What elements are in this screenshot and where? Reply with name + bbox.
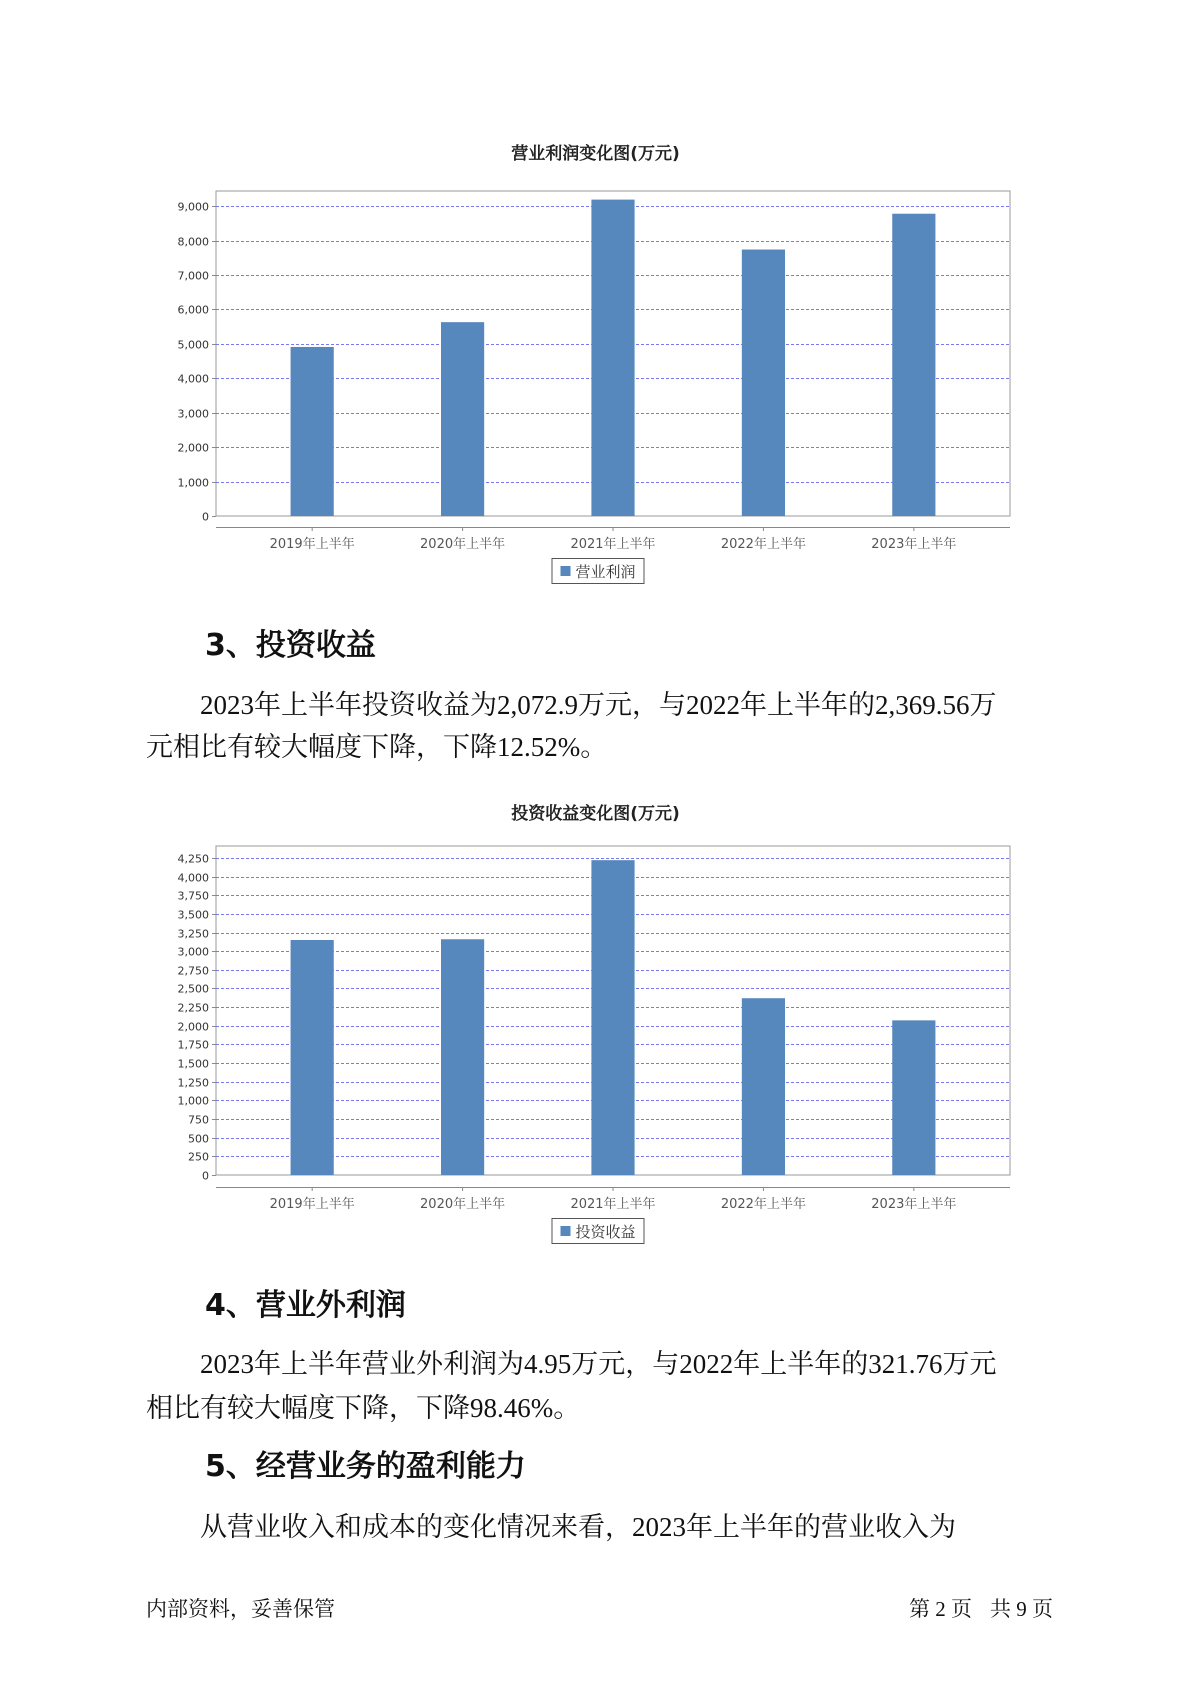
x-tick-label: 2019年上半年 <box>269 537 355 552</box>
bar <box>441 939 484 1175</box>
y-tick-label: 4,000 <box>177 372 209 386</box>
y-tick-label: 7,000 <box>177 269 209 283</box>
x-tick-label: 2020年上半年 <box>420 537 506 552</box>
y-tick-label: 2,000 <box>177 441 209 455</box>
y-tick-label: 9,000 <box>177 200 209 214</box>
paragraph-line: 2023年上半年营业外利润为4.95万元，与2022年上半年的321.76万元 <box>200 1349 997 1379</box>
y-tick-label: 3,250 <box>177 927 209 941</box>
paragraph-line: 2023年上半年投资收益为2,072.9万元，与2022年上半年的2,369.56万 <box>200 690 997 720</box>
y-tick-label: 1,750 <box>177 1038 209 1052</box>
paragraph-line: 相比有较大幅度下降，下降98.46%。 <box>146 1393 581 1423</box>
y-tick-label: 2,250 <box>177 1001 209 1015</box>
y-tick-label: 0 <box>202 510 209 524</box>
footer-page-info <box>909 1596 1053 1622</box>
y-tick-label: 6,000 <box>177 303 209 317</box>
bar <box>591 860 634 1175</box>
bar <box>892 1020 935 1175</box>
y-tick-label: 3,000 <box>177 407 209 421</box>
bar <box>892 214 935 516</box>
y-tick-label: 3,000 <box>177 945 209 959</box>
x-tick-label: 2021年上半年 <box>570 537 656 552</box>
page-total: 共 9 页 <box>990 1597 1053 1621</box>
bar <box>591 200 634 516</box>
bar <box>742 998 785 1175</box>
y-tick-label: 0 <box>202 1169 209 1183</box>
x-tick-label: 2023年上半年 <box>871 1197 957 1212</box>
section-heading: 4、营业外利润 <box>205 1288 406 1323</box>
operating-profit-bar-chart <box>140 180 1030 550</box>
chart-legend <box>551 558 644 584</box>
y-tick-label: 500 <box>188 1132 209 1146</box>
bar <box>742 250 785 516</box>
investment-income-bar-chart <box>140 835 1030 1210</box>
bar <box>291 940 334 1175</box>
legend-swatch <box>560 1226 570 1236</box>
y-tick-label: 2,500 <box>177 982 209 996</box>
x-tick-label: 2022年上半年 <box>720 1197 806 1212</box>
y-tick-label: 4,000 <box>177 871 209 885</box>
footer-confidential-note: 内部资料，妥善保管 <box>146 1597 335 1621</box>
legend-label: 营业利润 <box>575 562 636 581</box>
y-tick-label: 1,500 <box>177 1057 209 1071</box>
y-tick-label: 5,000 <box>177 338 209 352</box>
bar <box>441 322 484 516</box>
x-tick-label: 2022年上半年 <box>720 537 806 552</box>
x-tick-label: 2020年上半年 <box>420 1197 506 1212</box>
y-tick-label: 250 <box>188 1150 209 1164</box>
legend-swatch <box>560 566 570 576</box>
x-tick-label: 2021年上半年 <box>570 1197 656 1212</box>
chart-legend <box>551 1218 644 1244</box>
y-tick-label: 2,000 <box>177 1020 209 1034</box>
y-tick-label: 1,000 <box>177 1094 209 1108</box>
y-tick-label: 750 <box>188 1113 209 1127</box>
y-tick-label: 8,000 <box>177 235 209 249</box>
section-heading: 3、投资收益 <box>205 628 376 663</box>
y-tick-label: 4,250 <box>177 852 209 866</box>
x-tick-label: 2019年上半年 <box>269 1197 355 1212</box>
paragraph-line: 元相比有较大幅度下降，下降12.52%。 <box>146 732 608 762</box>
bar <box>291 347 334 516</box>
y-tick-label: 3,500 <box>177 908 209 922</box>
y-tick-label: 1,250 <box>177 1076 209 1090</box>
y-tick-label: 1,000 <box>177 476 209 490</box>
section-heading: 5、经营业务的盈利能力 <box>205 1449 526 1484</box>
x-tick-label: 2023年上半年 <box>871 537 957 552</box>
y-tick-label: 2,750 <box>177 964 209 978</box>
legend-label: 投资收益 <box>575 1222 636 1241</box>
chart-title: 投资收益变化图(万元) <box>511 804 680 824</box>
page-number: 第 2 页 <box>909 1597 972 1621</box>
paragraph-line: 从营业收入和成本的变化情况来看，2023年上半年的营业收入为 <box>200 1512 956 1542</box>
chart-title: 营业利润变化图(万元) <box>511 144 680 164</box>
y-tick-label: 3,750 <box>177 889 209 903</box>
